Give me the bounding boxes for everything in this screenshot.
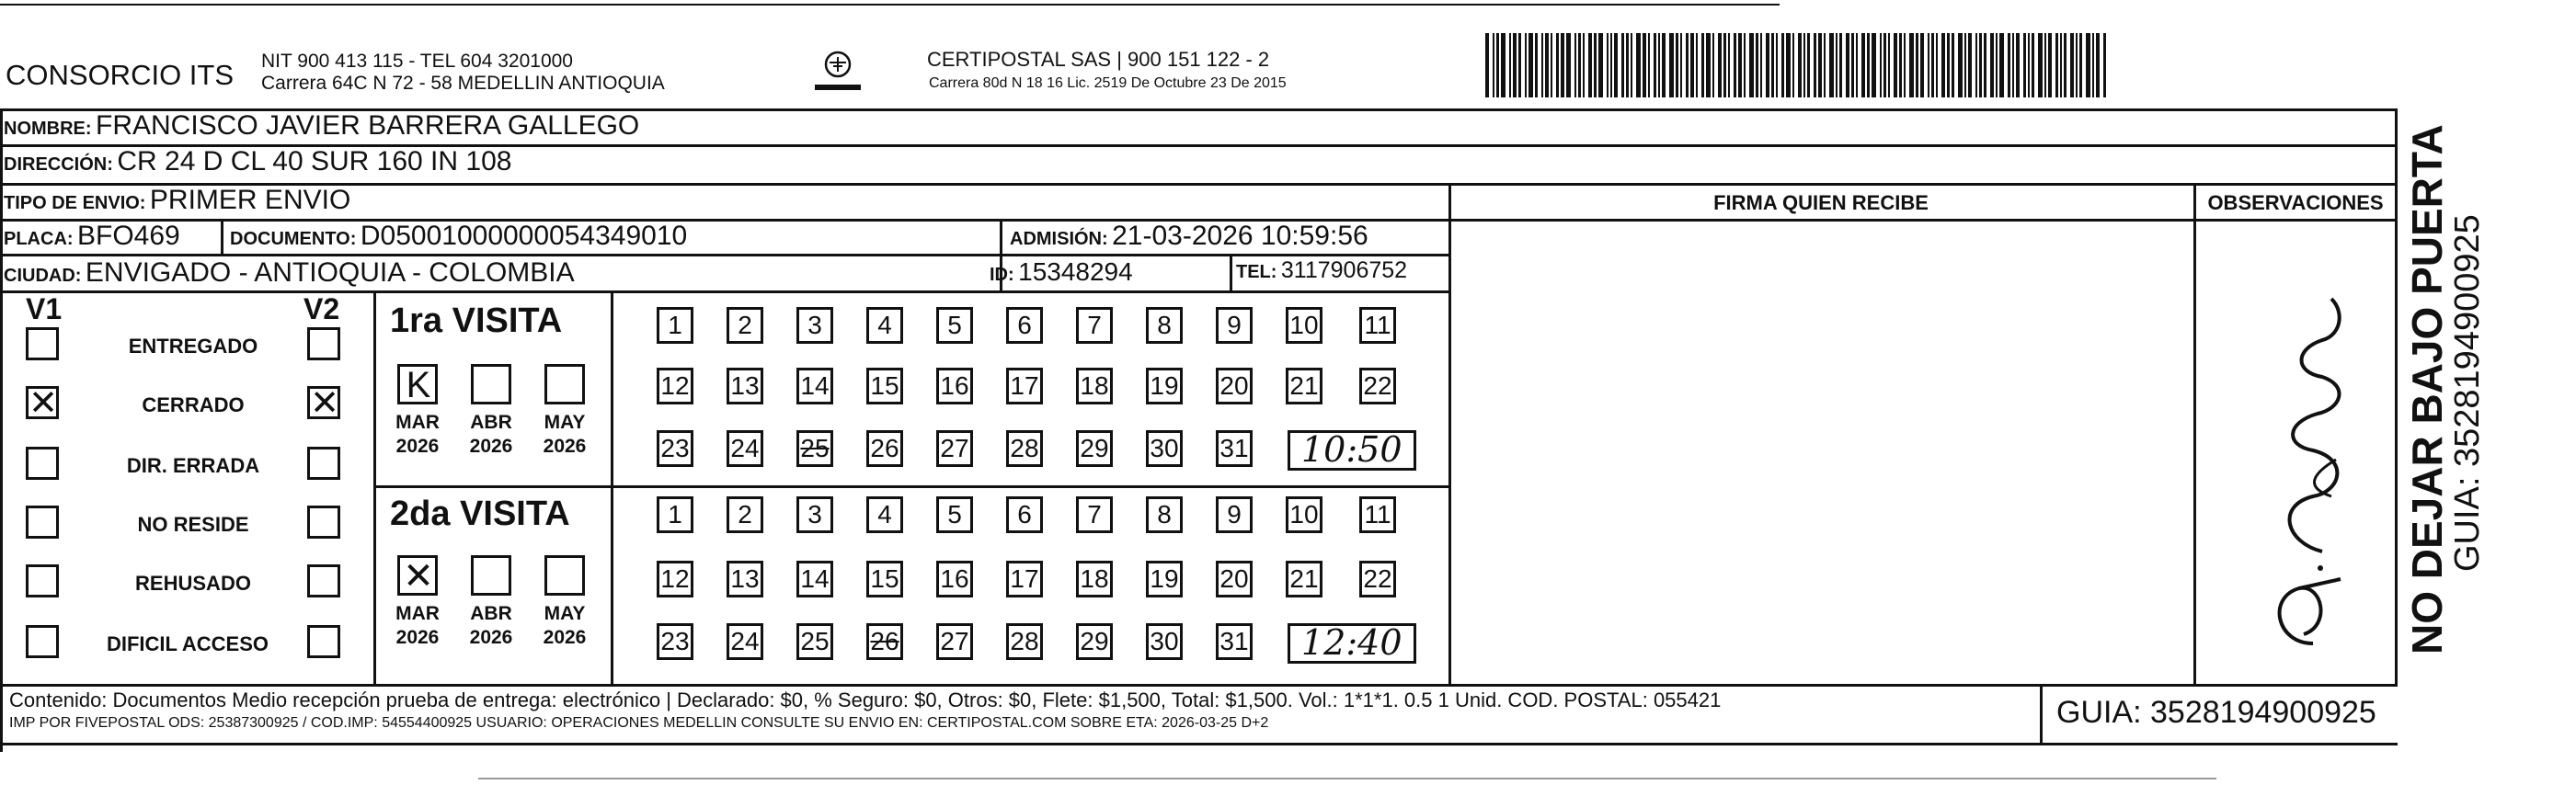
day-box[interactable]: 27 [936, 430, 973, 467]
barcode-bar [2016, 33, 2020, 97]
day-box[interactable]: 23 [657, 430, 693, 467]
barcode-bar [1920, 33, 1924, 97]
barcode-bar [1556, 33, 1559, 97]
direccion-row [4, 146, 511, 177]
barcode-bar [1851, 33, 1854, 97]
v2-checkbox[interactable] [307, 564, 340, 597]
admision-row [1010, 221, 1368, 252]
barcode-bar [1676, 33, 1678, 97]
barcode-bar [1607, 33, 1609, 97]
v2-checkbox[interactable] [307, 506, 340, 539]
barcode-bar [1493, 33, 1494, 97]
barcode-bar [2028, 33, 2030, 97]
day-box[interactable]: 31 [1216, 430, 1253, 467]
left-border [0, 108, 3, 752]
day-box[interactable]: 22 [1359, 561, 1396, 597]
time-box[interactable] [1288, 430, 1416, 471]
barcode-bar [1947, 33, 1950, 97]
tipo-value: PRIMER ENVIO [149, 185, 351, 215]
barcode-bar [1643, 33, 1646, 97]
barcode-bar [1807, 33, 1810, 97]
barcode-bar [1990, 33, 1994, 97]
month-label: ABR [470, 603, 512, 624]
documento-label: DOCUMENTO: [230, 229, 357, 249]
barcode-bar [2012, 33, 2014, 97]
month-label: MAY [544, 603, 586, 624]
barcode-bar [1636, 33, 1641, 97]
barcode-bar [1792, 33, 1794, 97]
barcode-bar [1861, 33, 1865, 97]
barcode-bar [1614, 33, 1618, 97]
barcode-bar [1712, 33, 1714, 97]
day-box[interactable]: 16 [936, 368, 973, 404]
placa-row [4, 221, 180, 252]
barcode-bar [1958, 33, 1963, 97]
day-box[interactable]: 4 [866, 496, 903, 533]
day-box[interactable]: 25 [796, 623, 833, 660]
day-box[interactable]: 12 [657, 561, 693, 597]
right-border [2395, 108, 2398, 687]
day-box[interactable]: 20 [1216, 368, 1253, 404]
barcode-bar [1535, 33, 1538, 97]
barcode-bar [1836, 33, 1838, 97]
day-box[interactable]: 16 [936, 561, 973, 597]
barcode-bar [1909, 33, 1914, 97]
day-box[interactable]: 3 [796, 496, 833, 533]
barcode-bar [1824, 33, 1826, 97]
company-name: CONSORCIO ITS [6, 59, 235, 91]
documento-value: D05001000000054349010 [360, 221, 688, 251]
status-label: REHUSADO [135, 572, 251, 595]
day-box[interactable]: 12 [657, 368, 693, 404]
footer-contenido: Contenido: Documentos Medio recepción prueba de entrega: electrónico | Declarado: $0, % Seguro: $0, Otros: $0, Flete: $1,500, Total: $1,500. Vol.: 1*1*1. 0.5 1 Unid. COD. POSTAL: 055421 [9, 688, 1722, 711]
barcode-bar [1561, 33, 1564, 97]
admision-label: ADMISIÓN: [1010, 229, 1108, 249]
day-box[interactable]: 5 [936, 307, 973, 344]
day-box[interactable]: 9 [1216, 496, 1253, 533]
certipostal-logo [811, 46, 864, 99]
day-box[interactable]: 15 [866, 561, 903, 597]
direccion-label: DIRECCIÓN: [4, 154, 113, 175]
certi-line1: CERTIPOSTAL SAS | 900 151 122 - 2 [927, 48, 1270, 71]
barcode-bar [1749, 33, 1754, 97]
day-box[interactable]: 2 [727, 307, 763, 344]
day-box[interactable]: 1 [657, 496, 693, 533]
tel-label: TEL: [1236, 262, 1277, 282]
month-checkbox[interactable] [397, 364, 438, 404]
firma-label: FIRMA QUIEN RECIBE [1713, 191, 1929, 214]
observaciones-label: OBSERVACIONES [2207, 191, 2384, 214]
day-box[interactable]: 30 [1146, 430, 1183, 467]
status-label: NO RESIDE [137, 513, 249, 536]
barcode-bar [2008, 33, 2010, 97]
barcode-bar [2060, 33, 2062, 97]
v1-checkbox[interactable] [26, 327, 59, 360]
barcode-bar [1936, 33, 1938, 97]
day-box[interactable]: 7 [1076, 496, 1113, 533]
barcode-bar [1621, 33, 1624, 97]
ciudad-value: ENVIGADO - ANTIOQUIA - COLOMBIA [85, 257, 575, 288]
nombre-value: FRANCISCO JAVIER BARRERA GALLEGO [96, 110, 640, 141]
day-box[interactable]: 1 [657, 307, 693, 344]
barcode-bar [1968, 33, 1972, 97]
v1-label: V1 [26, 292, 63, 325]
signature [2212, 276, 2387, 662]
barcode-bar [1999, 33, 2004, 97]
day-box[interactable]: 21 [1286, 368, 1322, 404]
day-box[interactable]: 20 [1216, 561, 1253, 597]
barcode-bar [1818, 33, 1822, 97]
barcode-bar [1883, 33, 1886, 97]
ciudad-row [4, 257, 575, 289]
barcode-bar [1485, 33, 1489, 97]
day-box[interactable]: 7 [1076, 307, 1113, 344]
month-label: MAY [544, 412, 586, 433]
company-line2: Carrera 64C N 72 - 58 MEDELLIN ANTIOQUIA [261, 73, 665, 94]
status-label: CERRADO [142, 393, 245, 416]
day-box[interactable]: 18 [1076, 368, 1113, 404]
day-box[interactable]: 21 [1286, 561, 1322, 597]
tel-value: 3117906752 [1280, 257, 1408, 283]
barcode-bar [1588, 33, 1592, 97]
direccion-value: CR 24 D CL 40 SUR 160 IN 108 [117, 146, 512, 176]
day-box[interactable]: 24 [727, 623, 763, 660]
day-box[interactable]: 3 [796, 307, 833, 344]
month-checkbox[interactable] [471, 555, 511, 596]
barcode-bar [1598, 33, 1603, 97]
barcode-bar [1786, 33, 1791, 97]
day-box[interactable]: 2 [727, 496, 763, 533]
check-x-icon: ✕ [29, 384, 58, 423]
day-box[interactable]: 15 [866, 368, 903, 404]
barcode-bar [1648, 33, 1650, 97]
barcode-bar [1528, 33, 1533, 97]
v1-checkbox[interactable] [26, 447, 59, 480]
barcode-bar [1916, 33, 1918, 97]
barcode-bar [1501, 33, 1506, 97]
nombre-row [4, 110, 639, 142]
month-label: ABR [470, 412, 512, 433]
barcode-bar [1631, 33, 1632, 97]
barcode-bar [2038, 33, 2043, 97]
footer-guia: GUIA: 3528194900925 [2056, 695, 2376, 730]
day-box[interactable]: 13 [727, 368, 763, 404]
check-x-icon: K [406, 365, 431, 405]
barcode-bar [1839, 33, 1842, 97]
time-box[interactable] [1288, 623, 1416, 664]
barcode-bar [1669, 33, 1674, 97]
day-box[interactable]: 11 [1359, 496, 1396, 533]
nombre-label: NOMBRE: [4, 119, 92, 139]
no-dejar-text: NO DEJAR BAJO PUERTA [2403, 124, 2451, 654]
barcode-bar [1541, 33, 1543, 97]
barcode [1485, 33, 2221, 97]
v1-checkbox[interactable] [26, 506, 59, 539]
v1-checkbox[interactable] [26, 564, 59, 597]
barcode-bar [1654, 33, 1656, 97]
visit2-title: 2da VISITA [390, 495, 570, 533]
id-value: 15348294 [1018, 257, 1133, 286]
barcode-bar [1662, 33, 1666, 97]
barcode-bar [1941, 33, 1945, 97]
barcode-bar [2096, 33, 2100, 97]
year-label: 2026 [543, 436, 587, 457]
barcode-bar [1756, 33, 1758, 97]
barcode-bar [1829, 33, 1834, 97]
placa-value: BFO469 [77, 221, 180, 251]
barcode-bar [1899, 33, 1902, 97]
v2-checkbox[interactable] [307, 625, 340, 658]
barcode-bar [2023, 33, 2026, 97]
day-box[interactable]: 17 [1006, 561, 1043, 597]
day-box[interactable]: 8 [1146, 496, 1183, 533]
barcode-bar [1867, 33, 1870, 97]
day-box[interactable]: 14 [796, 561, 833, 597]
day-box[interactable]: 24 [727, 430, 763, 467]
day-box[interactable]: 29 [1076, 430, 1113, 467]
barcode-bar [1706, 33, 1711, 97]
check-x-icon: ✕ [310, 384, 339, 423]
barcode-bar [1718, 33, 1722, 97]
barcode-bar [1551, 33, 1552, 97]
day-box[interactable]: 6 [1006, 307, 1043, 344]
barcode-bar [1723, 33, 1726, 97]
barcode-bar [1814, 33, 1816, 97]
month-label: MAR [395, 412, 440, 433]
barcode-bar [1931, 33, 1934, 97]
side-guia-text: GUIA: 3528194900925 [2448, 214, 2487, 572]
day-box[interactable]: 19 [1146, 368, 1183, 404]
barcode-bar [2032, 33, 2034, 97]
barcode-bar [1696, 33, 1698, 97]
barcode-bar [1979, 33, 1982, 97]
barcode-bar [1680, 33, 1682, 97]
barcode-bar [2103, 33, 2106, 97]
footer-imp: IMP POR FIVEPOSTAL ODS: 25387300925 / COD.IMP: 54554400925 USUARIO: OPERACIONES MEDELLIN CONSULTE SU ENVIO EN: CERTIPOSTAL.COM SOBRE ETA: 2026-03-25 D+2 [9, 715, 1269, 731]
lower-edge [478, 778, 2216, 779]
barcode-bar [1856, 33, 1858, 97]
day-box[interactable]: 19 [1146, 561, 1183, 597]
barcode-bar [1574, 33, 1576, 97]
year-label: 2026 [395, 627, 440, 648]
barcode-bar [1658, 33, 1660, 97]
day-box[interactable]: 23 [657, 623, 693, 660]
barcode-bar [2070, 33, 2074, 97]
barcode-bar [2079, 33, 2082, 97]
day-box-marked[interactable]: 25 [796, 430, 833, 467]
barcode-bar [2044, 33, 2046, 97]
top-edge [0, 4, 1780, 6]
year-label: 2026 [469, 627, 513, 648]
day-box[interactable]: 26 [866, 430, 903, 467]
barcode-bar [1798, 33, 1802, 97]
barcode-bar [1803, 33, 1805, 97]
barcode-bar [1690, 33, 1694, 97]
day-box[interactable]: 9 [1216, 307, 1253, 344]
year-label: 2026 [395, 436, 440, 457]
day-box[interactable]: 5 [936, 496, 973, 533]
v1-checkbox[interactable] [26, 625, 59, 658]
v2-checkbox[interactable] [307, 447, 340, 480]
v2-checkbox[interactable] [307, 384, 340, 423]
visit1-title: 1ra VISITA [390, 301, 563, 340]
barcode-bar [1610, 33, 1612, 97]
day-box[interactable]: 28 [1006, 623, 1043, 660]
id-row [990, 257, 1133, 287]
barcode-bar [1738, 33, 1742, 97]
barcode-bar [1872, 33, 1876, 97]
barcode-bar [1728, 33, 1730, 97]
barcode-bar [1545, 33, 1549, 97]
tipo-label: TIPO DE ENVIO: [4, 193, 146, 213]
v2-label: V2 [303, 292, 340, 325]
firma-area[interactable] [1448, 222, 2193, 681]
barcode-bar [2048, 33, 2052, 97]
ciudad-label: CIUDAD: [4, 266, 82, 286]
barcode-bar [1846, 33, 1849, 97]
barcode-bar [2064, 33, 2067, 97]
day-box[interactable]: 28 [1006, 430, 1043, 467]
barcode-bar [1583, 33, 1585, 97]
barcode-bar [1766, 33, 1769, 97]
barcode-bar [1509, 33, 1511, 97]
month-checkbox[interactable] [544, 555, 585, 596]
barcode-bar [1734, 33, 1736, 97]
barcode-bar [1964, 33, 1966, 97]
day-box[interactable]: 8 [1146, 307, 1183, 344]
tel-row [1236, 257, 1407, 284]
barcode-bar [1626, 33, 1629, 97]
day-box[interactable]: 10 [1286, 307, 1322, 344]
placa-label: PLACA: [4, 229, 74, 249]
day-box[interactable]: 27 [936, 623, 973, 660]
barcode-bar [1888, 33, 1890, 97]
barcode-bar [1975, 33, 1977, 97]
barcode-bar [2055, 33, 2058, 97]
barcode-bar [1781, 33, 1784, 97]
barcode-bar [1513, 33, 1517, 97]
check-x-icon: ✕ [403, 556, 434, 597]
day-box[interactable]: 18 [1076, 561, 1113, 597]
barcode-bar [1952, 33, 1954, 97]
day-box[interactable]: 30 [1146, 623, 1183, 660]
barcode-bar [1984, 33, 1986, 97]
year-label: 2026 [543, 627, 587, 648]
barcode-bar [1594, 33, 1597, 97]
day-box[interactable]: 29 [1076, 623, 1113, 660]
barcode-bar [1701, 33, 1704, 97]
year-label: 2026 [469, 436, 513, 457]
id-label: ID: [990, 265, 1014, 285]
barcode-bar [2086, 33, 2090, 97]
barcode-bar [1760, 33, 1762, 97]
barcode-bar [1518, 33, 1521, 97]
barcode-bar [1566, 33, 1571, 97]
v1-checkbox[interactable] [26, 384, 59, 423]
barcode-bar [1996, 33, 1998, 97]
handwritten-time: 10:50 [1301, 429, 1402, 470]
status-label: ENTREGADO [128, 335, 258, 358]
barcode-bar [2092, 33, 2094, 97]
barcode-bar [1744, 33, 1746, 97]
day-box[interactable]: 13 [727, 561, 763, 597]
status-label: DIR. ERRADA [126, 454, 260, 477]
day-box[interactable]: 6 [1006, 496, 1043, 533]
barcode-bar [1928, 33, 1929, 97]
barcode-bar [2076, 33, 2078, 97]
status-label: DIFICIL ACCESO [106, 632, 269, 655]
v2-checkbox[interactable] [307, 327, 340, 360]
company-line1: NIT 900 413 115 - TEL 604 3201000 [261, 51, 573, 72]
day-box[interactable]: 14 [796, 368, 833, 404]
handwritten-time: 12:40 [1301, 622, 1402, 663]
documento-row [230, 221, 687, 252]
day-box[interactable]: 31 [1216, 623, 1253, 660]
logo-icon [811, 46, 864, 99]
month-label: MAR [395, 603, 440, 624]
month-checkbox[interactable] [471, 364, 511, 404]
barcode-bar [1904, 33, 1906, 97]
tipo-row [4, 185, 350, 216]
day-box[interactable]: 11 [1359, 307, 1396, 344]
barcode-bar [1894, 33, 1897, 97]
barcode-bar [1776, 33, 1778, 97]
day-box[interactable]: 4 [866, 307, 903, 344]
day-box-marked[interactable]: 26 [866, 623, 903, 660]
barcode-bar [1880, 33, 1882, 97]
month-checkbox[interactable] [544, 364, 585, 404]
day-box[interactable]: 10 [1286, 496, 1322, 533]
day-box[interactable]: 17 [1006, 368, 1043, 404]
bottom-border [0, 684, 2395, 687]
barcode-bar [1686, 33, 1689, 97]
barcode-bar [1578, 33, 1581, 97]
certi-line2: Carrera 80d N 18 16 Lic. 2519 De Octubre 23 De 2015 [929, 75, 1287, 91]
month-checkbox[interactable] [397, 555, 438, 596]
barcode-bar [1525, 33, 1527, 97]
day-box[interactable]: 22 [1359, 368, 1396, 404]
barcode-bar [1771, 33, 1774, 97]
admision-value: 21-03-2026 10:59:56 [1112, 221, 1368, 251]
barcode-bar [1496, 33, 1499, 97]
